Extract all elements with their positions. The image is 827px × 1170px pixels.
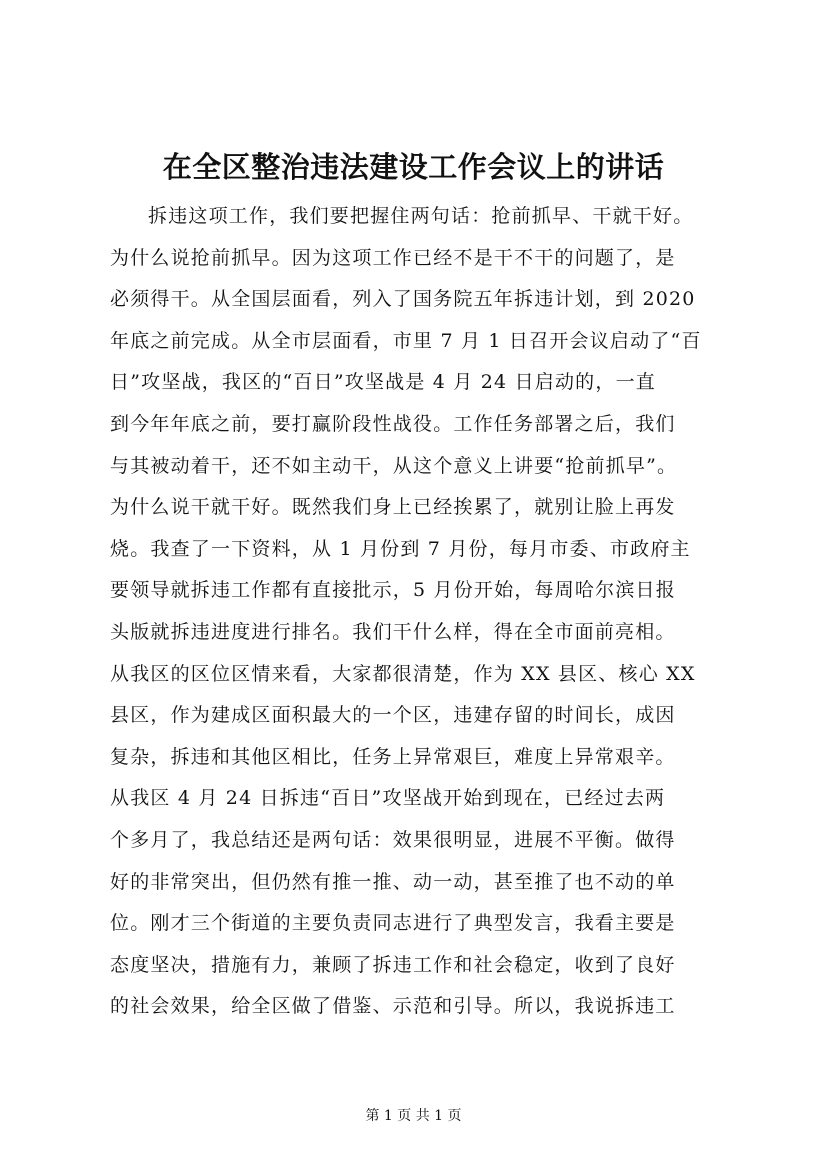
text-line: 为什么说抢前抓早。因为这项工作已经不是干不干的问题了，是 [110,246,676,269]
text-line: 好的非常突出，但仍然有推一推、动一动，甚至推了也不动的单 [110,870,676,893]
text-line: 拆违这项工作，我们要把握住两句话：抢前抓早、干就干好。 [148,205,694,227]
text-line: 必须得干。从全国层面看，列入了国务院五年拆违计划，到 2020 [110,288,696,311]
text-line: 态度坚决，措施有力，兼顾了拆违工作和社会稳定，收到了良好 [110,953,676,976]
text-line: 要领导就拆违工作都有直接批示，5 月份开始，每周哈尔滨日报 [110,579,676,602]
text-line: 县区，作为建成区面积最大的一个区，违建存留的时间长，成因 [110,704,676,727]
text-line: 的社会效果，给全区做了借鉴、示范和引导。所以，我说拆违工 [110,995,676,1018]
text-line: 到今年年底之前，要打赢阶段性战役。工作任务部署之后，我们 [110,412,676,435]
text-line: 个多月了，我总结还是两句话：效果很明显，进展不平衡。做得 [110,828,676,851]
page-footer: 第 1 页 共 1 页 [365,1108,462,1124]
text-line: 为什么说干就干好。既然我们身上已经挨累了，就别让脸上再发 [110,496,676,519]
body-text [110,196,730,1028]
text-line: 头版就拆违进度进行排名。我们干什么样，得在全市面前亮相。 [110,620,676,643]
text-line: 从我区的区位区情来看，大家都很清楚，作为 XX 县区、核心 XX [110,662,696,685]
text-line: 复杂，拆违和其他区相比，任务上异常艰巨，难度上异常艰辛。 [110,745,676,768]
text-line: 位。刚才三个街道的主要负责同志进行了典型发言，我看主要是 [110,912,676,935]
text-line: 从我区 4 月 24 日拆违“百日”攻坚战开始到现在，已经过去两 [110,787,666,810]
text-line: 日”攻坚战，我区的“百日”攻坚战是 4 月 24 日启动的，一直 [110,371,656,394]
text-line: 年底之前完成。从全市层面看，市里 7 月 1 日召开会议启动了“百 [110,329,702,352]
text-line: 烧。我查了一下资料，从 1 月份到 7 月份，每月市委、市政府主 [110,537,691,560]
text-line: 与其被动着干，还不如主动干，从这个意义上讲要“抢前抓早”。 [110,454,678,477]
document-title: 在全区整治违法建设工作会议上的讲话 [162,150,665,184]
